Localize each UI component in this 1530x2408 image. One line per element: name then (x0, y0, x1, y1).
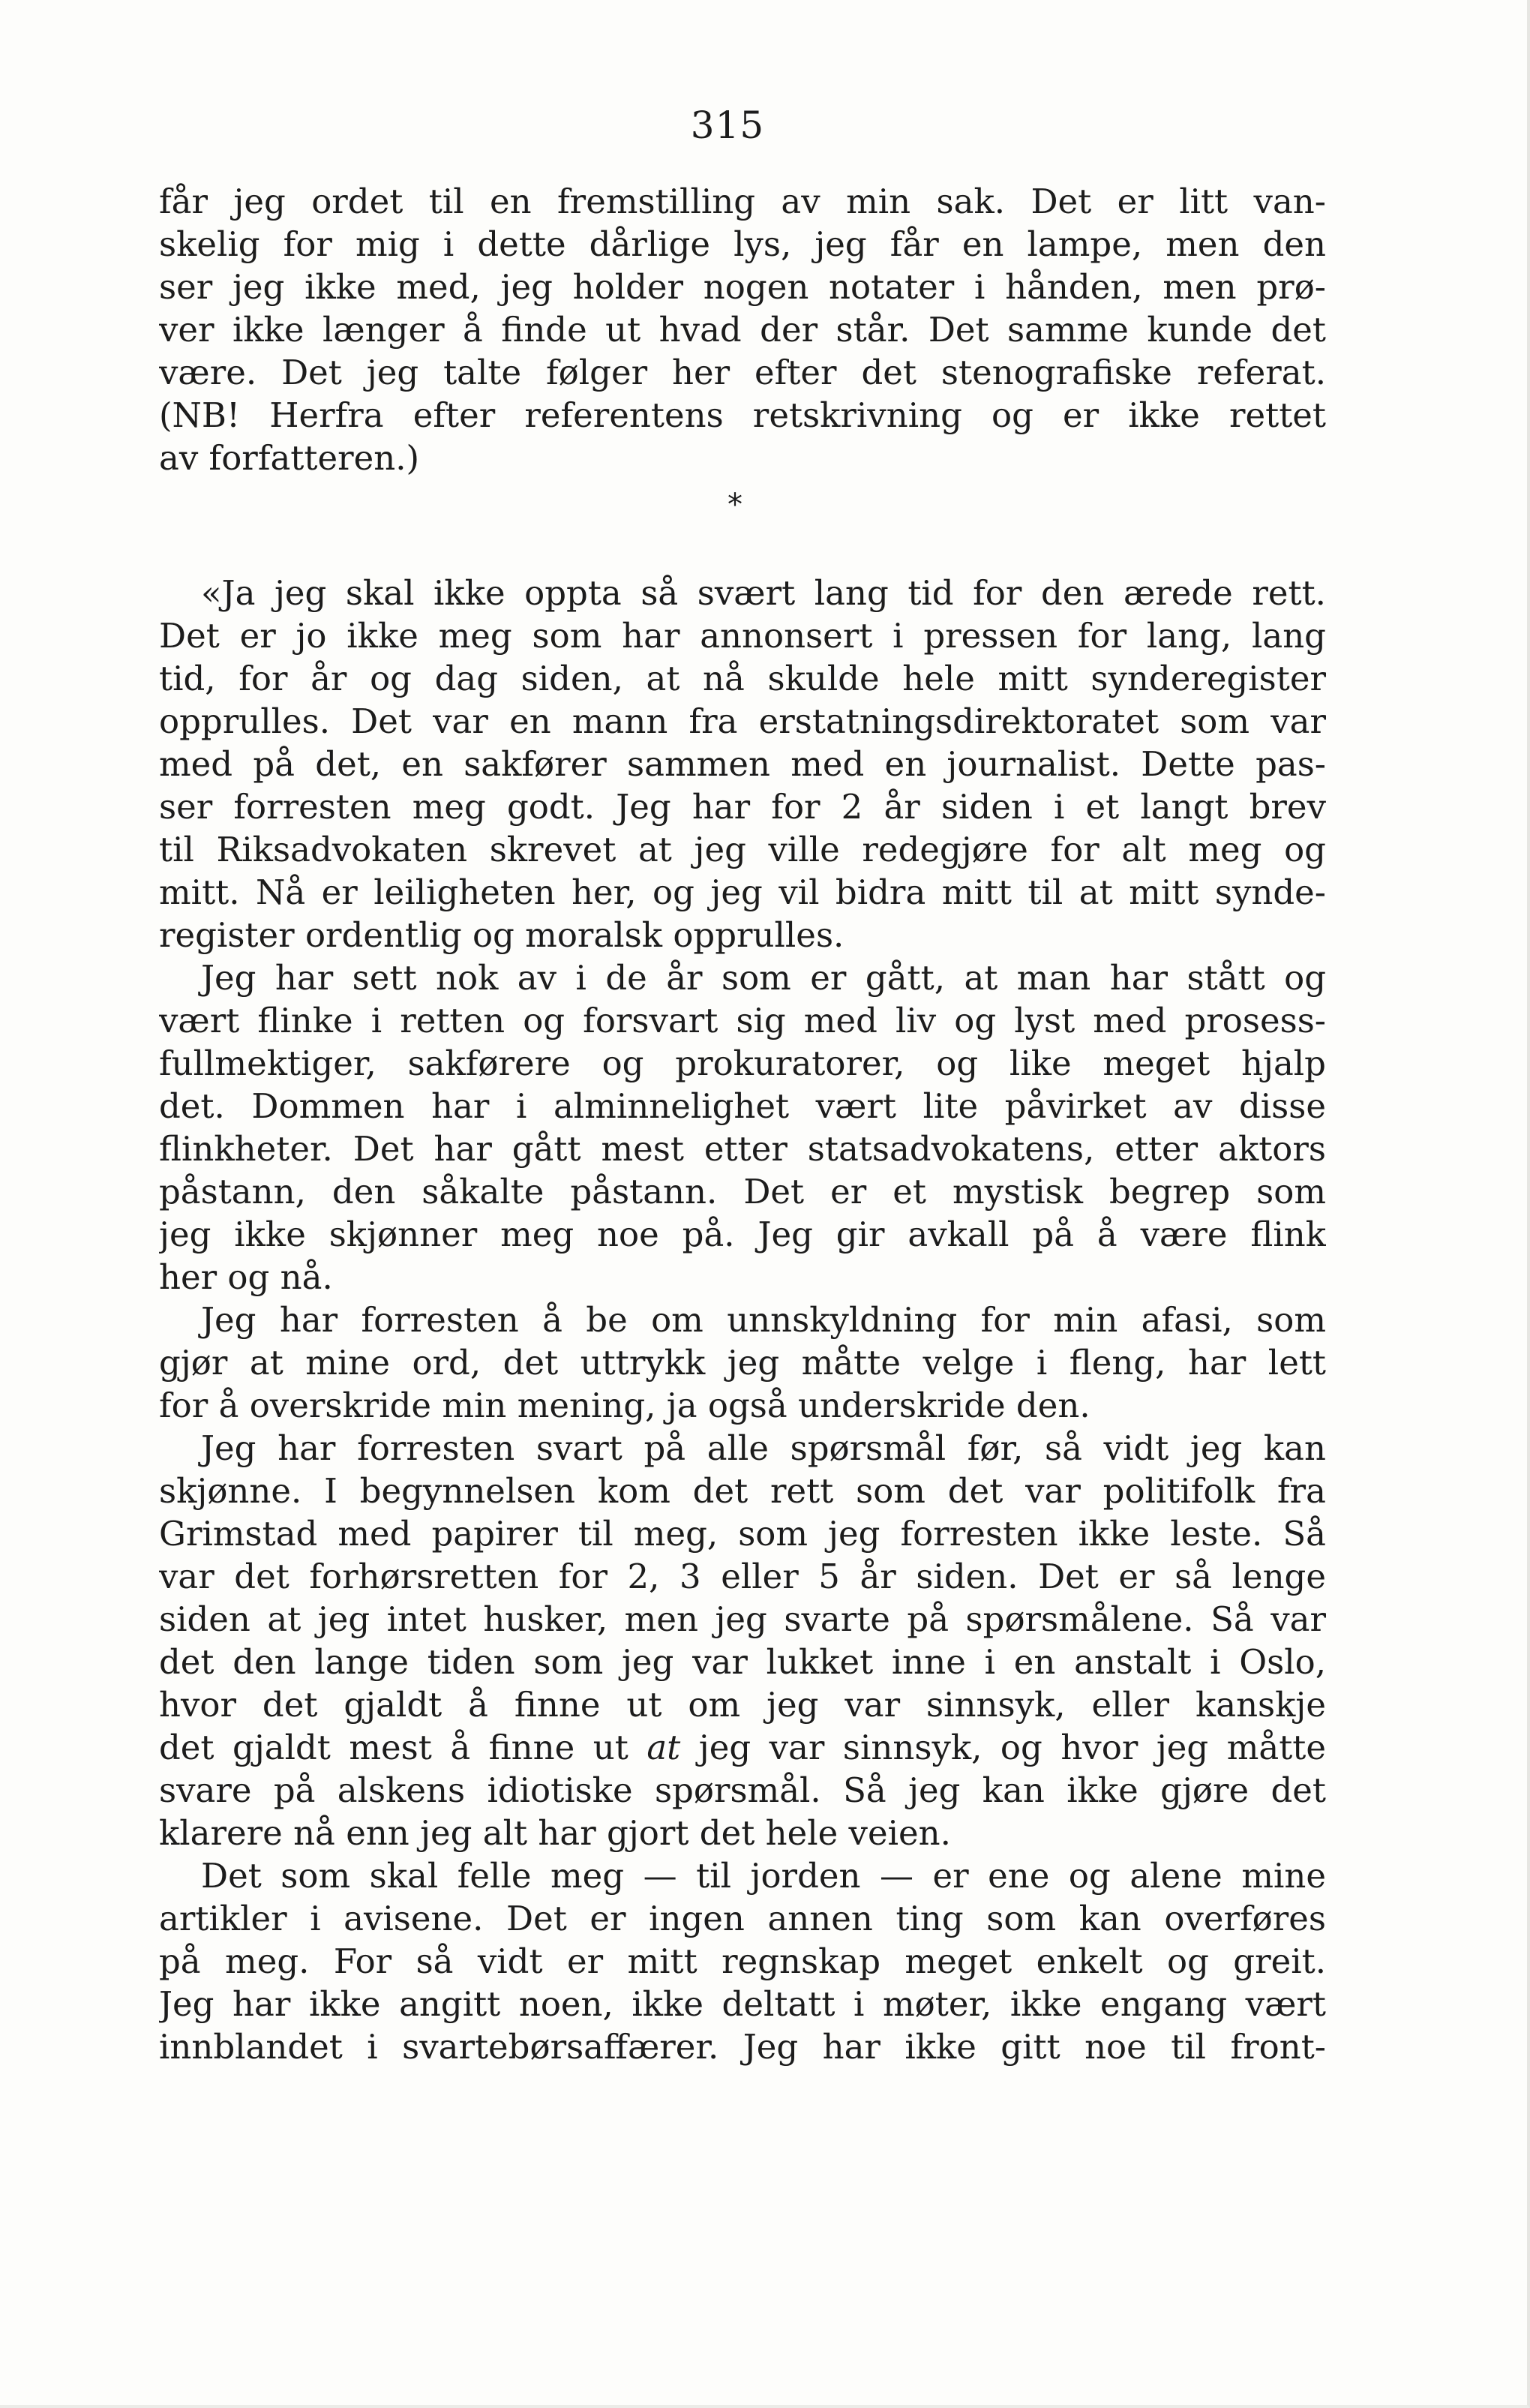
text-line: her og nå. (159, 1257, 333, 1297)
text-line: mitt. Nå er leiligheten her, og jeg vil bidra mitt til at mitt synde- (159, 872, 1326, 912)
text-line: får jeg ordet til en fremstilling av min sak. Det er litt van- (159, 182, 1326, 221)
text-line: skelig for mig i dette dårlige lys, jeg får en lampe, men den (159, 224, 1326, 264)
text-line: jeg ikke skjønner meg noe på. Jeg gir avkall på å være flink (159, 1215, 1326, 1254)
text-line: var det forhørsretten for 2, 3 eller 5 år siden. Det er så lenge (159, 1557, 1326, 1596)
text-line: med på det, en sakfører sammen med en journalist. Dette pas- (159, 744, 1326, 784)
text-line: artikler i avisene. Det er ingen annen ting som kan overføres (159, 1899, 1326, 1938)
text-line: register ordentlig og moralsk opprulles. (159, 915, 844, 955)
text-fragment: det gjaldt mest å finne ut (159, 1728, 628, 1767)
text-line: Grimstad med papirer til meg, som jeg forresten ikke leste. Så (159, 1514, 1326, 1554)
text-line: hvor det gjaldt å finne ut om jeg var sinnsyk, eller kanskje (159, 1685, 1326, 1725)
text-line: Det er jo ikke meg som har annonsert i pressen for lang, lang (159, 616, 1326, 656)
text-line: påstann, den såkalte påstann. Det er et mystisk begrep som (159, 1172, 1326, 1212)
text-line: til Riksadvokaten skrevet at jeg ville redegjøre for alt meg og (159, 830, 1326, 869)
text-fragment: jeg var sinnsyk, og hvor jeg måtte (698, 1728, 1326, 1767)
page-number: 315 (690, 104, 765, 147)
text-line: ser forresten meg godt. Jeg har for 2 år siden i et langt brev (159, 787, 1326, 827)
text-line: for å overskride min mening, ja også underskride den. (159, 1386, 1090, 1425)
section-separator: * (728, 488, 742, 522)
text-line: være. Det jeg talte følger her efter det stenografiske referat. (159, 353, 1326, 392)
text-line: på meg. For så vidt er mitt regnskap meget enkelt og greit. (159, 1941, 1326, 1981)
text-line: Jeg har ikke angitt noen, ikke deltatt i møter, ikke engang vært (159, 1984, 1326, 2024)
text-line: Jeg har forresten svart på alle spørsmål før, så vidt jeg kan (201, 1428, 1326, 1468)
text-line: siden at jeg intet husker, men jeg svarte på spørsmålene. Så var (159, 1599, 1326, 1639)
text-line: (NB! Herfra efter referentens retskrivning og er ikke rettet (159, 395, 1326, 435)
text-line-with-emphasis (159, 1726, 1326, 1769)
text-line: «Ja jeg skal ikke oppta så svært lang tid for den ærede rett. (201, 573, 1326, 613)
text-line: det. Dommen har i alminnelighet vært lite påvirket av disse (159, 1086, 1326, 1126)
text-line: Det som skal felle meg — til jorden — er ene og alene mine (201, 1856, 1326, 1896)
text-line: Jeg har forresten å be om unnskyldning for min afasi, som (201, 1300, 1326, 1340)
text-line: flinkheter. Det har gått mest etter statsadvokatens, etter aktors (159, 1129, 1326, 1169)
text-line: Jeg har sett nok av i de år som er gått, at man har stått og (201, 958, 1326, 998)
text-line: vært flinke i retten og forsvart sig med liv og lyst med prosess- (159, 1001, 1326, 1040)
text-line: det den lange tiden som jeg var lukket inne i en anstalt i Oslo, (159, 1642, 1326, 1682)
text-line: av forfatteren.) (159, 438, 420, 478)
text-line: innblandet i svartebørsaffærer. Jeg har ikke gitt noe til front- (159, 2027, 1326, 2067)
text-line: klarere nå enn jeg alt har gjort det hele veien. (159, 1813, 951, 1853)
intro-paragraph (159, 180, 1326, 479)
text-line: gjør at mine ord, det uttrykk jeg måtte velge i fleng, har lett (159, 1343, 1326, 1383)
text-line: tid, for år og dag siden, at nå skulde hele mitt synderegister (159, 659, 1326, 698)
text-line: svare på alskens idiotiske spørsmål. Så jeg kan ikke gjøre det (159, 1770, 1326, 1810)
text-line: skjønne. I begynnelsen kom det rett som det var politifolk fra (159, 1471, 1326, 1511)
statement-body (159, 572, 1326, 2068)
text-line: opprulles. Det var en mann fra erstatningsdirektoratet som var (159, 701, 1326, 741)
text-line: fullmektiger, sakførere og prokuratorer, og like meget hjalp (159, 1043, 1326, 1083)
text-line: ver ikke længer å finde ut hvad der står. Det samme kunde det (159, 310, 1326, 350)
emphasized-word: at (646, 1728, 681, 1767)
text-line: ser jeg ikke med, jeg holder nogen notater i hånden, men prø- (159, 267, 1326, 307)
